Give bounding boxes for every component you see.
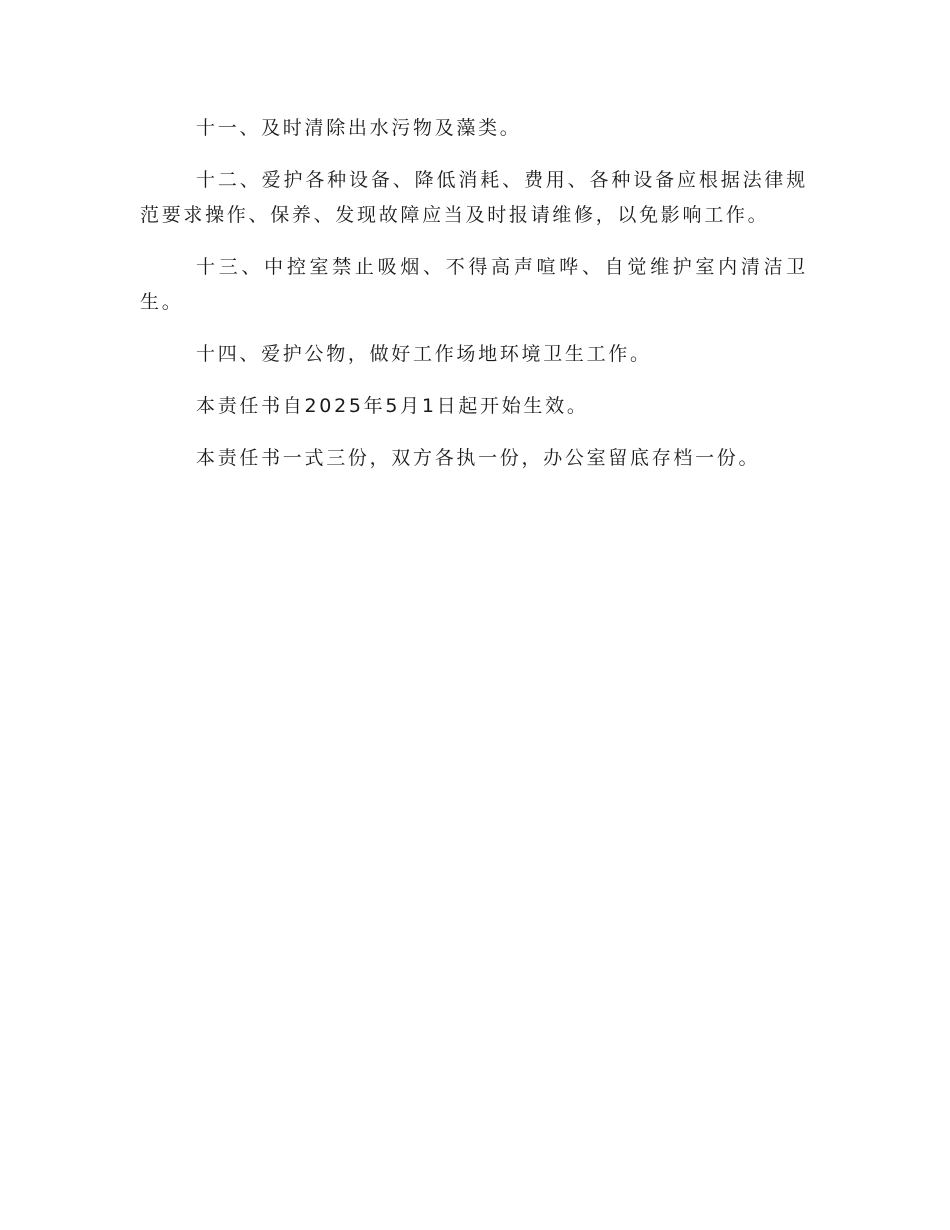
clause-13: 十三、中控室禁止吸烟、不得高声喧哗、自觉维护室内清洁卫生。: [140, 256, 808, 313]
effective-date-statement: 本责任书自2025年5月1日起开始生效。: [196, 395, 589, 417]
clause-12: 十二、爱护各种设备、降低消耗、费用、各种设备应根据法律规范要求操作、保养、发现故障应当及时报请维修，以免影响工作。: [140, 169, 808, 226]
document-body: [140, 111, 808, 493]
clause-14: 十四、爱护公物，做好工作场地环境卫生工作。: [196, 343, 652, 365]
copies-statement: 本责任书一式三份，双方各执一份，办公室留底存档一份。: [196, 447, 761, 469]
clause-11: 十一、及时清除出水污物及藻类。: [196, 117, 522, 139]
